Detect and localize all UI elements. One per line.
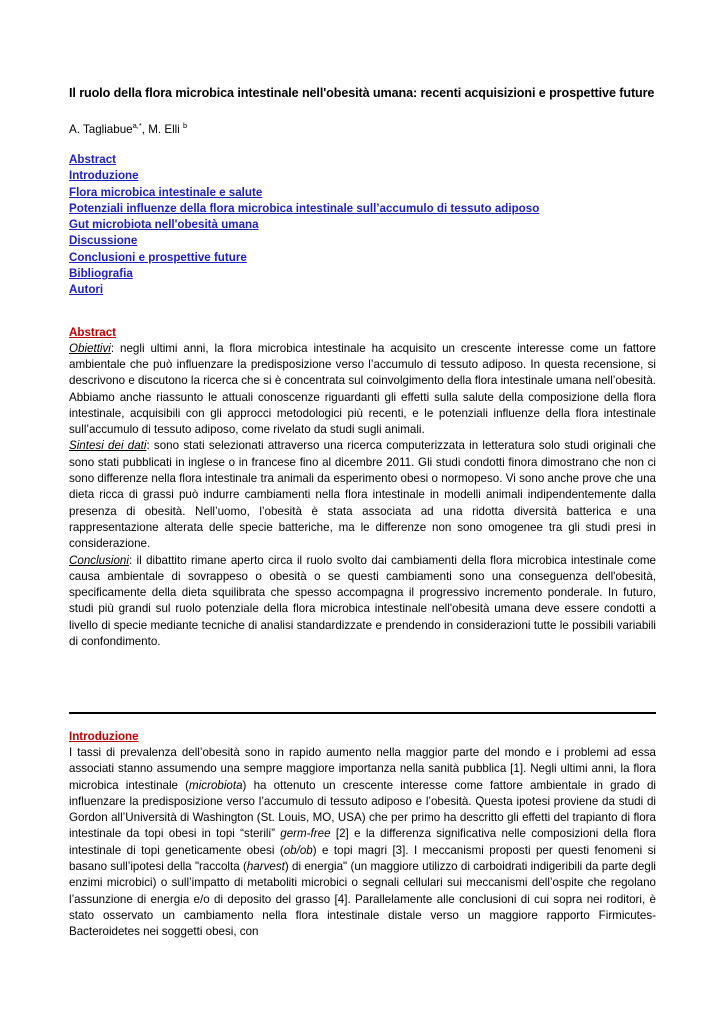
obiettivi-label: Obiettivi: [69, 341, 111, 355]
toc-link-autori[interactable]: Autori: [69, 283, 104, 297]
table-of-contents: [69, 152, 656, 299]
intro-text: ) ha ottenuto un crescente interesse come fattore ambientale in grado di influenzare la predisposizione verso l’accumulo di tessuto adiposo e l’obesità. Questa ipotesi proviene da studi di Gordon all’Università di Washington (St. Louis, MO, USA) che per primo ha descritto gli effetti del trapianto di flora intestinale da topi obesi in topi “sterili”: [69, 778, 656, 841]
section-divider: [69, 712, 656, 714]
intro-text: [2] e la differenza significativa nelle composizioni della flora intestinale di topi geneticamente obesi (: [69, 827, 656, 857]
conclusioni-label: Conclusioni: [69, 553, 129, 567]
document-page: [69, 84, 656, 650]
abstract-obiettivi: [69, 341, 656, 439]
toc-link-conclusioni[interactable]: Conclusioni e prospettive future: [69, 250, 247, 264]
author-name: A. Tagliabue: [69, 123, 133, 136]
intro-text: I tassi di prevalenza dell’obesità sono in rapido aumento nella maggior parte del mondo e i problemi ad essa associati stanno assumendo una sempre maggiore importanza nella sanità pubblica [1]. Negli ultimi anni, la flora microbica intestinale (: [69, 746, 656, 792]
toc-link-potenziali-influenze[interactable]: Potenziali influenze della flora microbica intestinale sull’accumulo di tessuto adiposo: [69, 201, 540, 215]
obiettivi-text: : negli ultimi anni, la flora microbica intestinale ha acquisito un crescente interesse come un fattore ambientale che può influenzare la predisposizione verso l’accumulo di tessuto adiposo. In questa recensione, si descrivono e discutono la ricerca che si è concentrata sul coinvolgimento della flora intestinale umana nell’obesità. Abbiamo anche riassunto le attuali conoscenze riguardanti gli effetti sulla salute della composizione della flora intestinale, acquisibili con gli approcci metodologici più recenti, e le potenziali influenze della flora intestinale sull’accumulo di tessuto adiposo, come rivelato da studi sugli animali.: [69, 341, 656, 437]
sintesi-text: : sono stati selezionati attraverso una ricerca computerizzata in letteratura solo studi originali che sono stati pubblicati in inglese o in francese fino al dicembre 2011. Gli studi condotti finora dimostrano che non ci sono differenze nella flora intestinale tra animali da esperimento obesi o normopeso. Vi sono anche prove che una dieta ricca di grassi può indurre cambiamenti nella flora intestinale in modelli animali indipendentemente dalla presenza di obesità. Nell’uomo, l’obesità è stata associata ad una ridotta diversità batterica e una rappresentazione alterata delle specie batteriche, ma le differenze non sono omogenee tra gli studi presi in considerazione.: [69, 439, 656, 551]
abstract-heading: Abstract: [69, 325, 117, 339]
document-title: Il ruolo della flora microbica intestinale nell'obesità umana: recenti acquisizioni e prospettive future: [69, 86, 655, 100]
author-affiliation: b: [183, 121, 188, 130]
sintesi-label: Sintesi dei dati: [69, 439, 147, 453]
toc-link-abstract[interactable]: Abstract: [69, 153, 117, 166]
introduzione-paragraph: [69, 745, 656, 941]
introduzione-section: [69, 729, 656, 941]
intro-text: ) e topi magri [3]. I meccanismi proposti per questi fenomeni si basano sull’ipotesi della "raccolta (: [69, 843, 656, 874]
toc-link-gut-microbiota[interactable]: Gut microbiota nell'obesità umana: [69, 218, 259, 232]
intro-italic-term: harvest: [246, 860, 285, 874]
intro-text: ) di energia" (un maggiore utilizzo di carboidrati indigeribili da parte degli enzimi microbici) o sull’impatto di metaboliti microbici o segnali cellulari sui meccanismi dell’ospite che regolano l’assunzione di energia e/o di deposito del grasso [4]. Parallelamente alle conclusioni di cui sopra nei roditori, è stato osservato un cambiamento nella flora intestinale distale verso un maggiore rapporto Firmicutes-Bacteroidetes nei soggetti obesi, con: [69, 860, 656, 939]
toc-link-discussione[interactable]: Discussione: [69, 234, 138, 248]
toc-link-flora-microbica[interactable]: Flora microbica intestinale e salute: [69, 185, 263, 199]
author-name: M. Elli: [148, 123, 180, 136]
intro-italic-term: microbiota: [189, 778, 243, 792]
author-separator: ,: [141, 123, 149, 136]
abstract-conclusioni: [69, 553, 656, 651]
abstract-sintesi: [69, 438, 656, 552]
intro-italic-term: ob/ob: [283, 843, 313, 857]
intro-italic-term: germ-free: [280, 827, 331, 841]
authors-line: [69, 118, 656, 138]
abstract-section: [69, 325, 656, 651]
conclusioni-text: : il dibattito rimane aperto circa il ruolo svolto dai cambiamenti della flora microbica intestinale come causa ambientale di sovrappeso o obesità o se questi cambiamenti sono una conseguenza dell'obesità, specificamente della dieta squilibrata che spesso accompagna il progressivo incremento ponderale. In futuro, studi più grandi sul ruolo potenziale della flora microbica intestinale nell'obesità umana deve essere condotti a livello di specie mediante tecniche di analisi standardizzate e prendendo in considerazioni tutte le possibili variabili di confondimento.: [69, 553, 656, 649]
toc-link-bibliografia[interactable]: Bibliografia: [69, 267, 133, 281]
author-affiliation: a,*: [132, 121, 142, 130]
introduzione-heading: Introduzione: [69, 730, 139, 743]
toc-link-introduzione[interactable]: Introduzione: [69, 169, 139, 183]
